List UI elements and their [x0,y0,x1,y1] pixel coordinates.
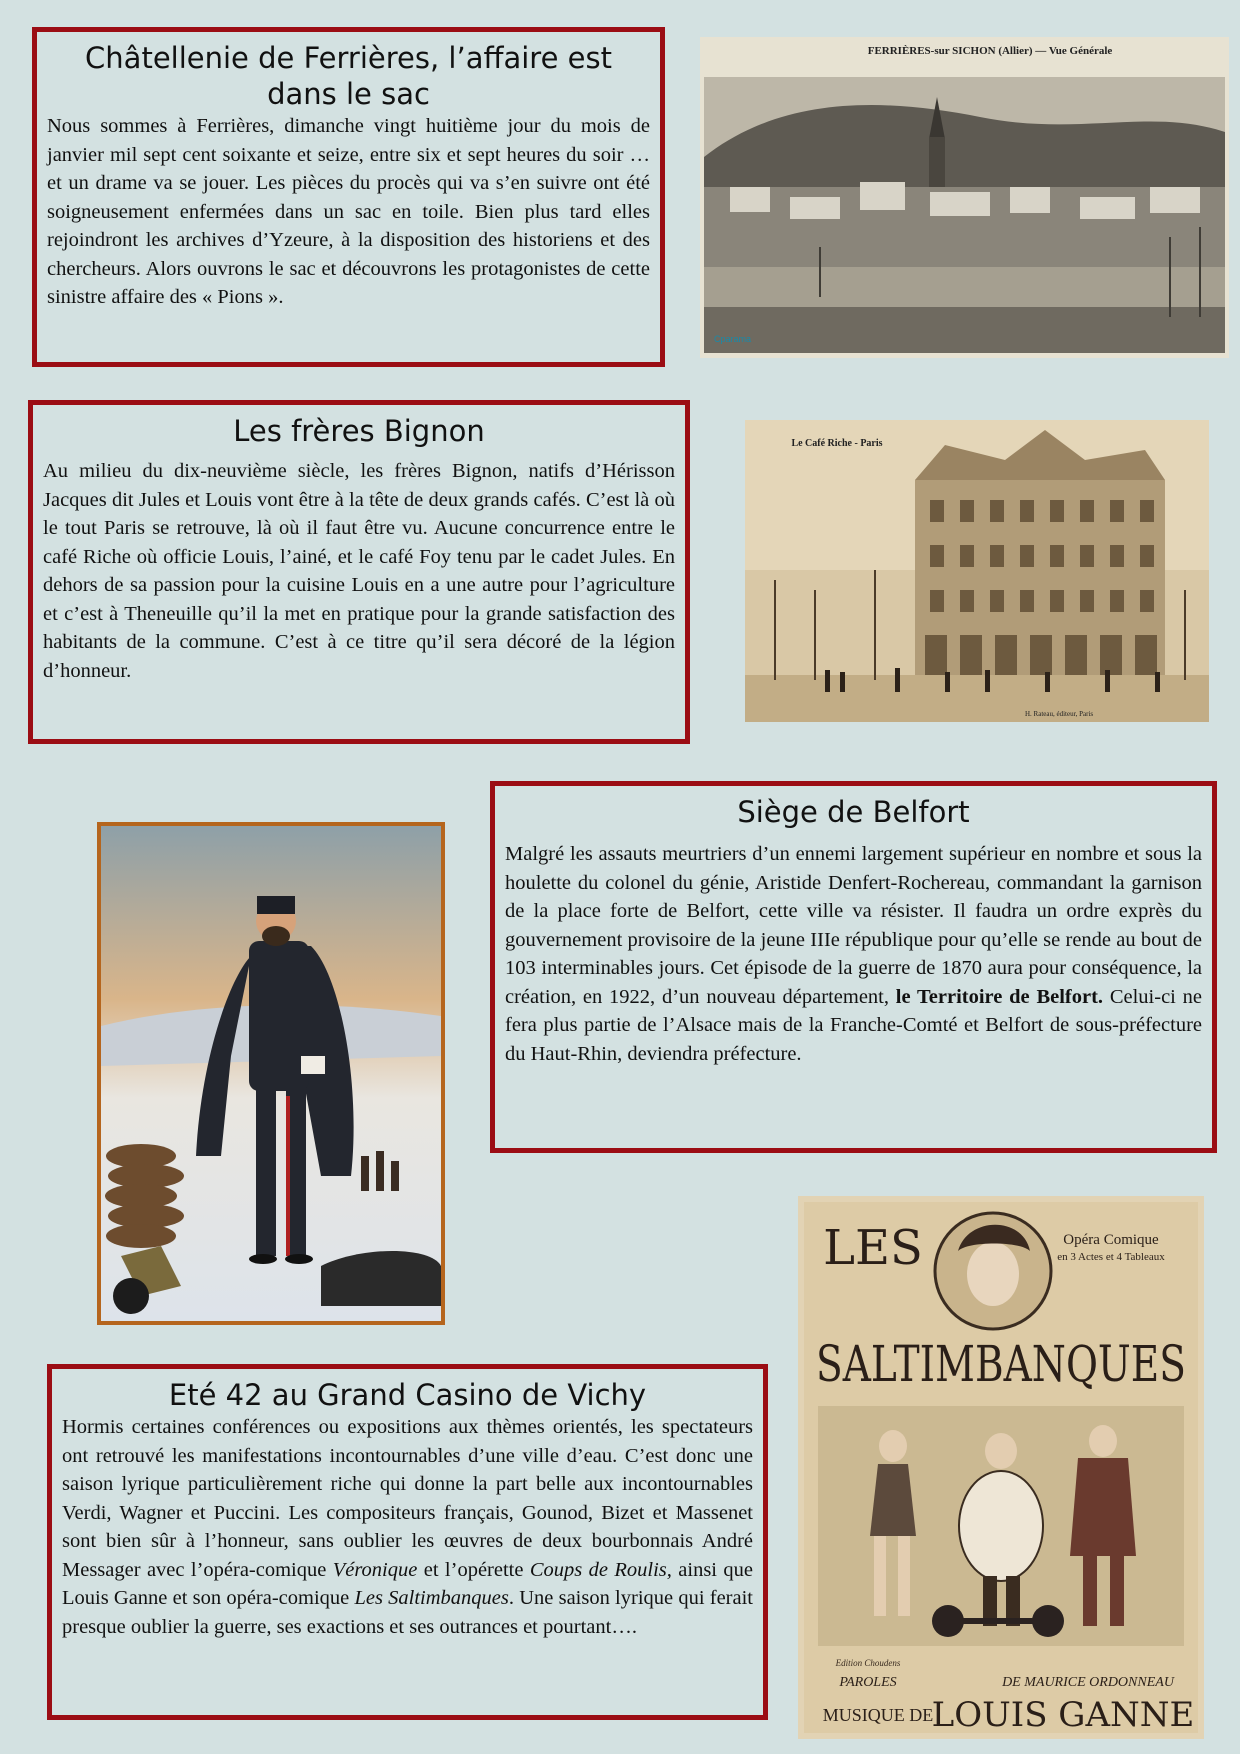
saltimbanques-poster [798,1196,1204,1739]
poster-genre-detail: en 3 Actes et 4 Tableaux [1057,1251,1165,1263]
article-body-bold: le Territoire de Belfort. [895,985,1104,1008]
work-title: Les Saltimbanques [354,1587,509,1609]
poster-genre: Opéra Comique [1063,1232,1159,1248]
poster-paroles: PAROLES [839,1675,897,1690]
article-body [505,840,1202,1068]
ferrieres-postcard-image [700,37,1229,358]
article-body-part: ainsi que Louis Ganne et son opéra-comique [62,1558,753,1609]
poster-title-les: LES [823,1220,923,1276]
poster-musique: MUSIQUE DE [822,1705,934,1725]
cafe-riche-publisher: H. Rateau, éditeur, Paris [1025,710,1094,718]
poster-paroles-author: DE MAURICE ORDONNEAU [1002,1675,1174,1690]
article-chatellenie [32,27,665,367]
poster-title-saltimbanques: SALTIMBANQUES [816,1335,1186,1393]
article-body: Nous sommes à Ferrières, dimanche vingt huitième jour du mois de janvier mil sept cent soixante et seize, entre six et sept heures du soir … et un drame va se jouer. Les pièces du procès qui va s’en suivre ont été soigneusement enfermées dans un sac en toile. Bien plus tard elles rejoindront les archives d’Yzeure, à la disposition des historiens et des chercheurs. Alors ouvrons le sac et découvrons les protagonistes de cette sinistre affaire des « Pions ». [47,115,650,308]
article-title: Châtellenie de Ferrières, l’affaire est dans le sac [85,41,612,111]
ferrieres-postcard-stamp: Cparama [714,334,752,344]
article-body-part: Malgré les assauts meurtriers d’un ennemi largement supérieur en nombre et sous la houlette du colonel du génie, Aristide Denfert-Rochereau, commandant la garnison de la place forte de Belfort, cette ville va résister. Il faudra un ordre exprès du gouvernement provisoire de la jeune IIIe république pour qu’elle se rende au bout de 103 interminables jours. Cet épisode de la guerre de 1870 aura pour conséquence, la création, en 1922, d’un nouveau département, [505,843,1202,1008]
article-body: Au milieu du dix-neuvième siècle, les frères Bignon, natifs d’Hérisson Jacques dit Jules et Louis vont être à la tête de deux grands cafés. C’est là où le tout Paris se retrouve, là où il faut être vu. Aucune concurrence entre le café Riche où officie Louis, l’ainé, et le café Foy tenu par le cadet Jules. En dehors de sa passion pour la cuisine Louis en a une autre pour l’agriculture et c’est à Theneuille qu’il la met en pratique pour la grande satisfaction des habitants de la commune. C’est à ce titre qu’il sera décoré de la légion d’honneur. [43,460,675,682]
article-body [62,1413,753,1641]
article-title: Siège de Belfort [737,795,970,829]
article-body-part: Celui-ci ne fera plus partie de l’Alsace mais de la Franche-Comté et Belfort de sous-préfecture du Haut-Rhin, deviendra préfecture. [505,985,1202,1065]
work-title: Coups de Roulis, [529,1558,672,1581]
poster-edition: Edition Choudens [835,1658,901,1668]
article-ete-42-vichy [47,1364,768,1720]
article-freres-bignon [28,400,690,744]
article-body-part: . Une saison lyrique qui ferait presque oublier la guerre, ses exactions et ses outrances et pourtant…. [62,1587,753,1638]
work-title: Véronique [332,1558,418,1581]
article-body-part: Hormis certaines conférences ou expositions aux thèmes orientés, les spectateurs ont retrouvé les manifestations incontournables d’une ville d’eau. C’est donc une saison lyrique particulièrement riche qui donne la part belle aux incontournables Verdi, Wagner et Puccini. Les compositeurs français, Gounod, Bizet et Massenet sont bien sûr à l’honneur, sans oublier les œuvres de deux bourbonnais André Messager avec l’opéra-comique [62,1416,753,1581]
denfert-rochereau-painting [97,822,445,1325]
article-title: Les frères Bignon [233,414,485,448]
poster-composer: LOUIS GANNE [931,1695,1195,1735]
ferrieres-postcard-caption: FERRIÈRES-sur SICHON (Allier) — Vue Générale [867,45,1113,57]
article-siege-belfort [490,781,1217,1153]
article-body-part: et l’opérette [417,1558,530,1581]
cafe-riche-caption: Le Café Riche - Paris [791,438,883,449]
cafe-riche-postcard-image [745,420,1209,722]
article-title: Eté 42 au Grand Casino de Vichy [168,1378,647,1412]
